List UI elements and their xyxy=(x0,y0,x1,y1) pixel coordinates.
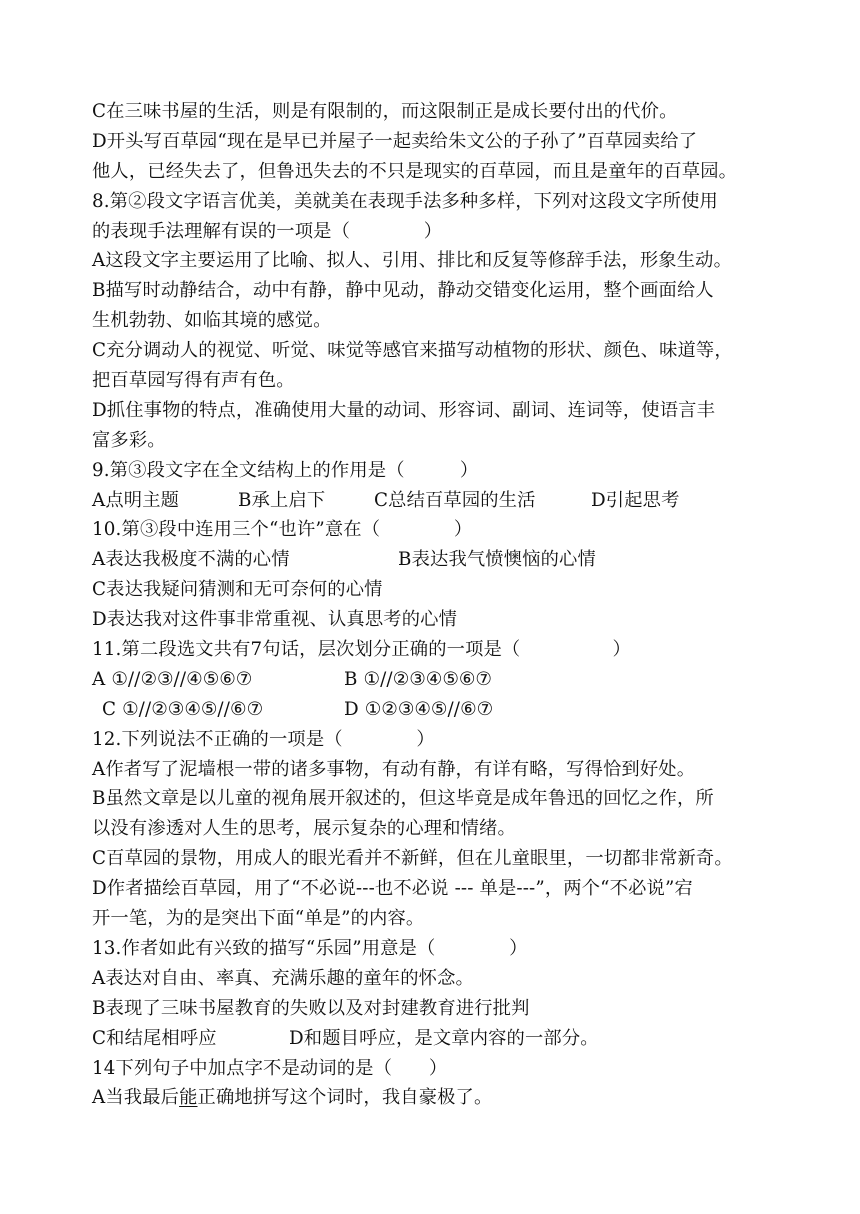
q13-option-a: A表达对自由、率真、充满乐趣的童年的怀念。 xyxy=(92,967,474,989)
q8-option-a: A这段文字主要运用了比喻、拟人、引用、排比和反复等修辞手法，形象生动。 xyxy=(92,250,733,272)
q9-option-a: A点明主题 xyxy=(92,489,180,511)
q11-option-d: D ①②③④⑤//⑥⑦ xyxy=(344,698,494,720)
q14-option-a: A当我最后能正确地拼写这个词时，我自豪极了。 xyxy=(92,1087,493,1109)
q9-option-c: C总结百草园的生活 xyxy=(374,489,536,511)
q14-marked-character: 能 xyxy=(179,1087,198,1109)
q12-stem: 12.下列说法不正确的一项是（ ） xyxy=(92,728,435,750)
q12-option-c: C百草园的景物，用成人的眼光看并不新鲜，但在儿童眼里，一切都非常新奇。 xyxy=(92,848,733,870)
q9-options xyxy=(92,486,792,516)
q12-option-a: A作者写了泥墙根一带的诸多事物，有动有静，有详有略，写得恰到好处。 xyxy=(92,758,696,780)
q8-option-b-line1: B描写时动静结合，动中有静，静中见动，静动交错变化运用，整个画面给人 xyxy=(92,280,714,302)
q7-option-d-line2: 他人，已经失去了，但鲁迅失去的不只是现实的百草园，而且是童年的百草园。 xyxy=(92,160,738,182)
q11-options-ab xyxy=(92,665,792,695)
q9-stem: 9.第③段文字在全文结构上的作用是（ ） xyxy=(92,459,479,481)
q12-option-d-line1: D作者描绘百草园，用了“不必说---也不必说 --- 单是---”，两个“不必说”宕 xyxy=(92,878,693,900)
q12-option-b-line1: B虽然文章是以儿童的视角展开叙述的，但这毕竟是成年鲁迅的回忆之作，所 xyxy=(92,788,714,810)
q11-options-cd xyxy=(92,695,792,725)
q10-stem: 10.第③段中连用三个“也许”意在（ ） xyxy=(92,519,473,541)
q9-option-b: B承上启下 xyxy=(238,489,326,511)
q11-option-c: C ①//②③④⑤//⑥⑦ xyxy=(102,698,264,720)
q8-option-c-line2: 把百草园写得有声有色。 xyxy=(92,370,295,392)
q8-option-b-line2: 生机勃勃、如临其境的感觉。 xyxy=(92,310,332,332)
q13-option-c: C和结尾相呼应 xyxy=(92,1027,217,1049)
q8-option-c-line1: C充分调动人的视觉、听觉、味觉等感官来描写动植物的形状、颜色、味道等， xyxy=(92,340,733,362)
q13-options-cd xyxy=(92,1024,792,1054)
q11-stem: 11.第二段选文共有7句话，层次划分正确的一项是（ ） xyxy=(92,639,631,661)
q8-stem-line2: 的表现手法理解有误的一项是（ ） xyxy=(92,220,443,242)
q11-option-a: A ①//②③//④⑤⑥⑦ xyxy=(92,668,253,690)
q10-option-c: C表达我疑问猜测和无可奈何的心情 xyxy=(92,579,383,601)
q9-option-d: D引起思考 xyxy=(591,489,680,511)
exam-page xyxy=(92,97,792,1113)
q12-option-d-line2: 开一笔，为的是突出下面“单是”的内容。 xyxy=(92,908,425,930)
q10-options-ab xyxy=(92,545,792,575)
q8-option-d-line1: D抓住事物的特点，准确使用大量的动词、形容词、副词、连词等，使语言丰 xyxy=(92,399,716,421)
q12-option-b-line2: 以没有渗透对人生的思考，展示复杂的心理和情绪。 xyxy=(92,818,516,840)
q8-stem-line1: 8.第②段文字语言优美，美就美在表现手法多种多样，下列对这段文字所使用 xyxy=(92,190,718,212)
q10-option-d: D表达我对这件事非常重视、认真思考的心情 xyxy=(92,609,458,631)
q13-option-d: D和题目呼应，是文章内容的一部分。 xyxy=(289,1027,599,1049)
q7-option-c: C在三味书屋的生活，则是有限制的，而这限制正是成长要付出的代价。 xyxy=(92,101,678,122)
q10-option-a: A表达我极度不满的心情 xyxy=(92,549,290,571)
q8-option-d-line2: 富多彩。 xyxy=(92,429,166,451)
q10-option-b: B表达我气愤懊恼的心情 xyxy=(398,549,596,571)
q13-option-b: B表现了三味书屋教育的失败以及对封建教育进行批判 xyxy=(92,997,530,1019)
q7-option-d-line1: D开头写百草园“现在是早已并屋子一起卖给朱文公的子孙了”百草园卖给了 xyxy=(92,130,698,152)
q11-option-b: B ①//②③④⑤⑥⑦ xyxy=(344,668,492,690)
q13-stem: 13.作者如此有兴致的描写“乐园”用意是（ ） xyxy=(92,937,528,959)
q14-stem: 14下列句子中加点字不是动词的是（ ） xyxy=(92,1057,448,1079)
